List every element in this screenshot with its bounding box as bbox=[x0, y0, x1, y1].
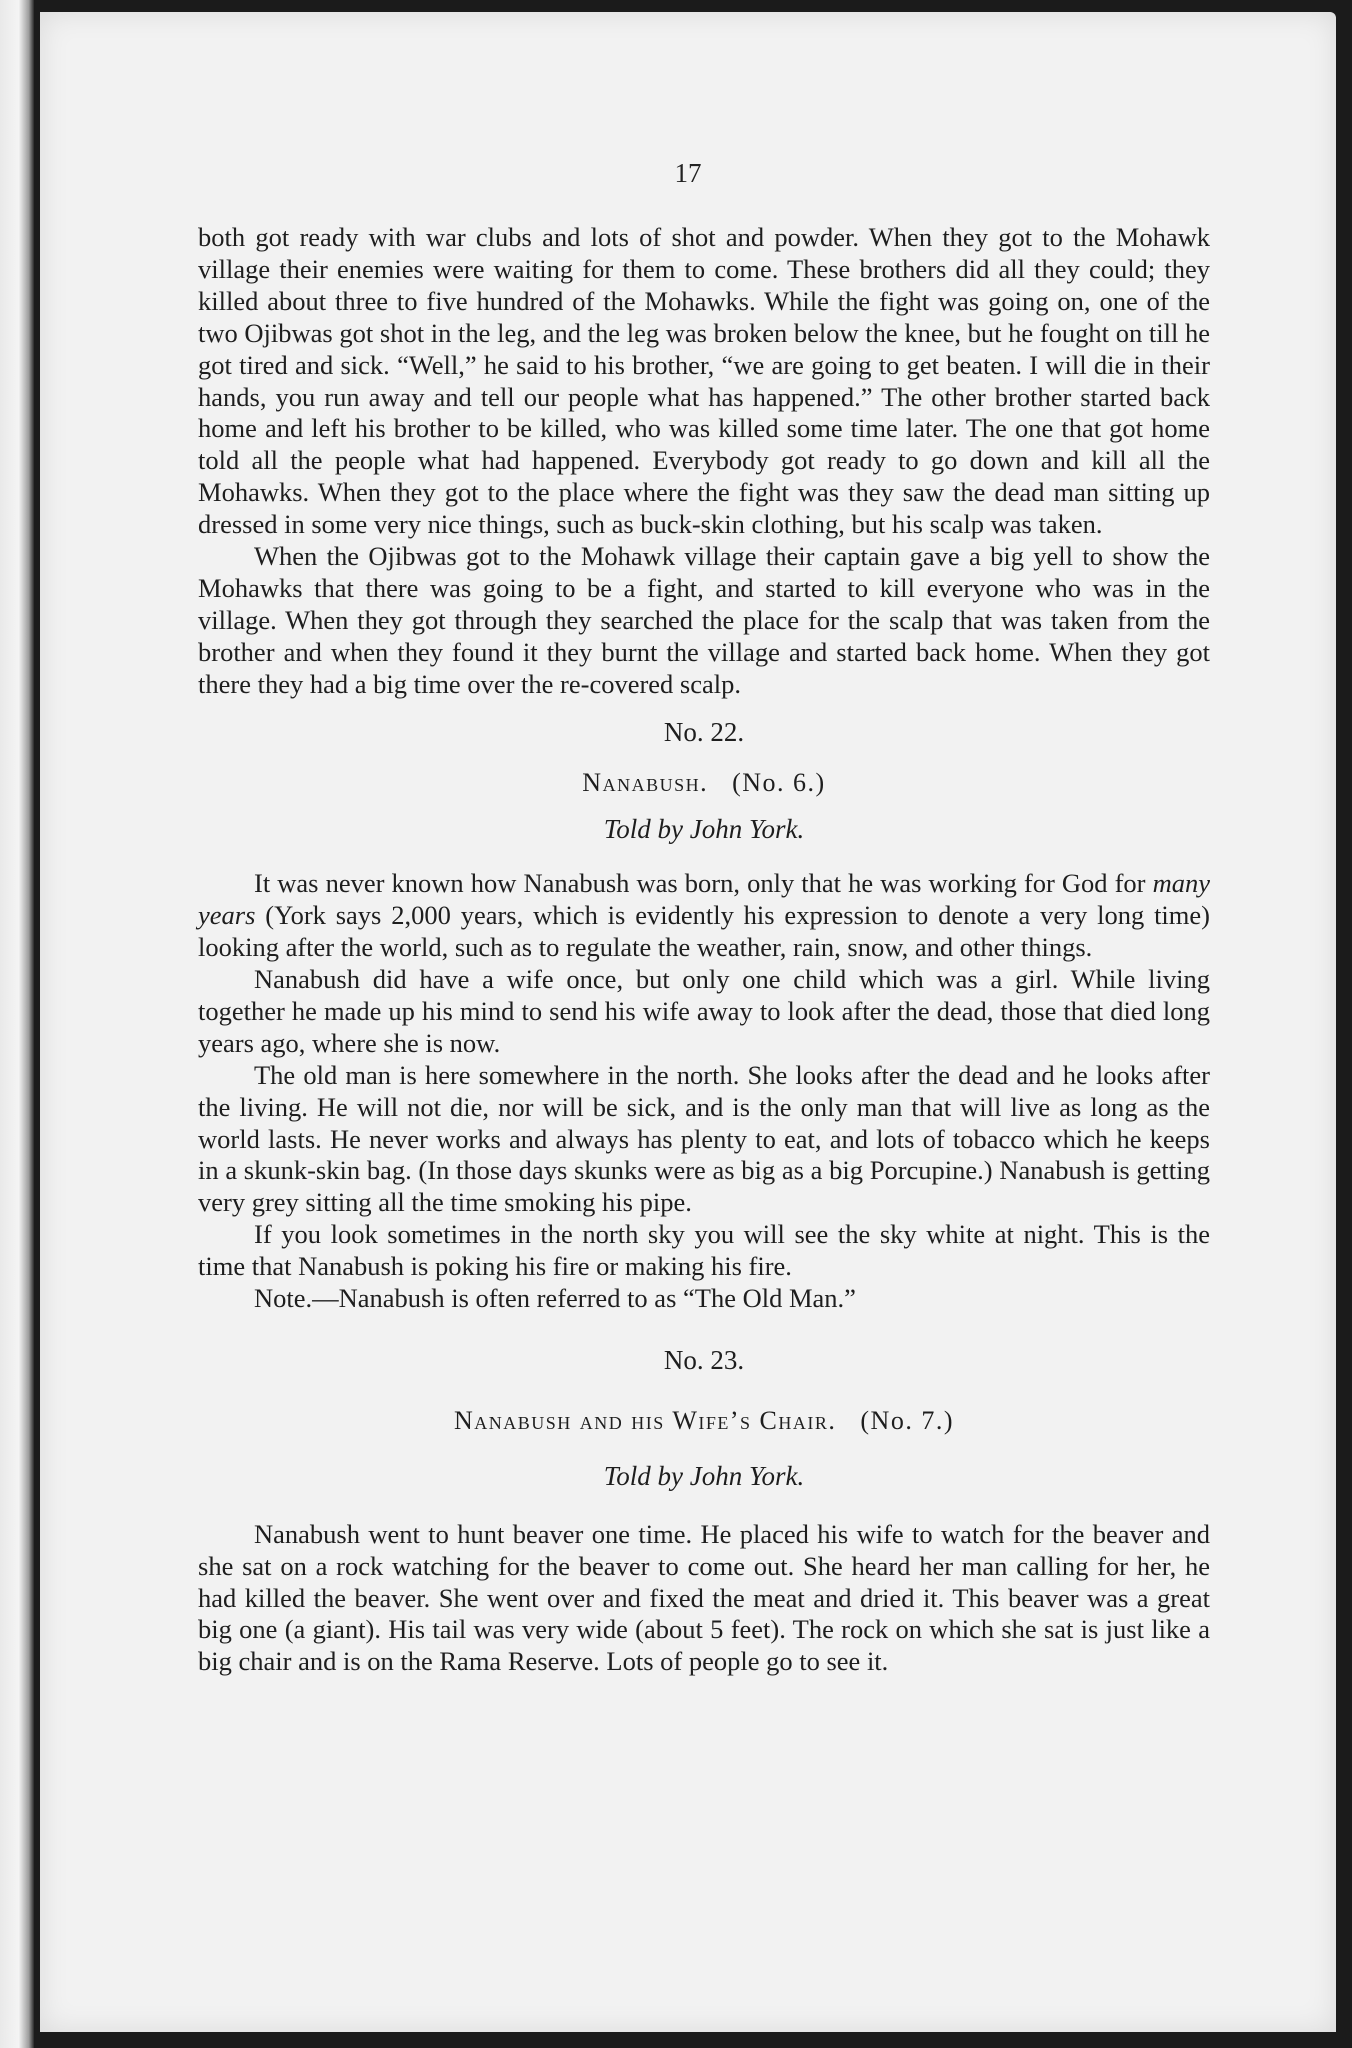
story-23-title-name: Nanabush and his Wife’s Chair. bbox=[454, 1405, 837, 1435]
story-22-paragraph-4: If you look sometimes in the north sky you will see the sky white at night. This is the time that Nanabush is poking his fire or making his fire. bbox=[198, 1219, 1210, 1282]
page-text bbox=[198, 222, 1210, 1678]
story-23-paragraph-1: Nanabush went to hunt beaver one time. He placed his wife to watch for the beaver and she sat on a rock watching for the beaver to come out. She heard her man calling for her, he had killed the beaver. She went over and fixed the meat and dried it. This beaver was a great big one (a giant). His tail was very wide (about 5 feet). The rock on which she sat is just like a big chair and is on the Rama Reserve. Lots of people go to see it. bbox=[198, 1518, 1210, 1677]
book-spine bbox=[0, 0, 34, 2048]
story-23-title bbox=[198, 1405, 1210, 1437]
story-22-paragraph-3: The old man is here somewhere in the north. She looks after the dead and he looks after the living. He will not die, nor will be sick, and is the only man that will live as long as the world lasts. He never works and always has plenty to eat, and lots of tobacco which he keeps in a skunk-skin bag. (In those days skunks were as big as a big Porcupine.) Nanabush is getting very grey sitting all the time smoking his pipe. bbox=[198, 1059, 1210, 1218]
story-22-p1-emphasis: many years bbox=[198, 868, 1210, 931]
story-22-p1-text-b: (York says 2,000 years, which is evidently his expression to denote a very long time) looking after the world, such as to regulate the weather, rain, snow, and other things. bbox=[198, 900, 1210, 963]
story-22-paragraph-1 bbox=[198, 868, 1210, 964]
story-22-paragraph-2: Nanabush did have a wife once, but only one child which was a girl. While living together he made up his mind to send his wife away to look after the dead, those that died long years ago, where she is now. bbox=[198, 964, 1210, 1058]
story-22-title-name: Nanabush. bbox=[582, 767, 709, 797]
story-21-paragraph-2: When the Ojibwas got to the Mohawk village their captain gave a big yell to show the Mohawks that there was going to be a fight, and started to kill everyone who was in the village. When they got through they searched the place for the scalp that was taken from the brother and when they found it they burnt the village and started back home. When they got there they had a big time over the re-covered scalp. bbox=[198, 541, 1210, 699]
book-page bbox=[40, 12, 1336, 2032]
page-number: 17 bbox=[674, 158, 702, 188]
story-21-paragraph-1: both got ready with war clubs and lots of shot and powder. When they got to the Mohawk village their enemies were waiting for them to come. These brothers did all they could; they killed about three to five hundred of the Mohawks. While the fight was going on, one of the two Ojibwas got shot in the leg, and the leg was broken below the knee, but he fought on till he got tired and sick. “Well,” he said to his brother, “we are going to get beaten. I will die in their hands, you run away and tell our people what has happened.” The other brother started back home and left his brother to be killed, who was killed some time later. The one that got home told all the people what had happened. Everybody got ready to go down and kill all the Mohawks. When they got to the place where the fight was they saw the dead man sitting up dressed in some very nice things, such as buck-skin clothing, but his scalp was taken. bbox=[198, 222, 1210, 540]
story-22-p1-text-a: It was never known how Nanabush was born, only that he was working for God for bbox=[254, 868, 1153, 899]
story-22-number: No. 22. bbox=[663, 716, 745, 747]
story-22-title-sub: (No. 6.) bbox=[732, 767, 826, 797]
story-23-title-sub: (No. 7.) bbox=[860, 1405, 954, 1435]
story-22-title bbox=[198, 767, 1210, 799]
story-22-note: Note.—Nanabush is often referred to as “The Old Man.” bbox=[254, 1283, 856, 1314]
story-22-told-by: Told by John York. bbox=[603, 814, 805, 845]
story-23-told-by: Told by John York. bbox=[603, 1460, 805, 1491]
story-23-number: No. 23. bbox=[663, 1345, 745, 1375]
